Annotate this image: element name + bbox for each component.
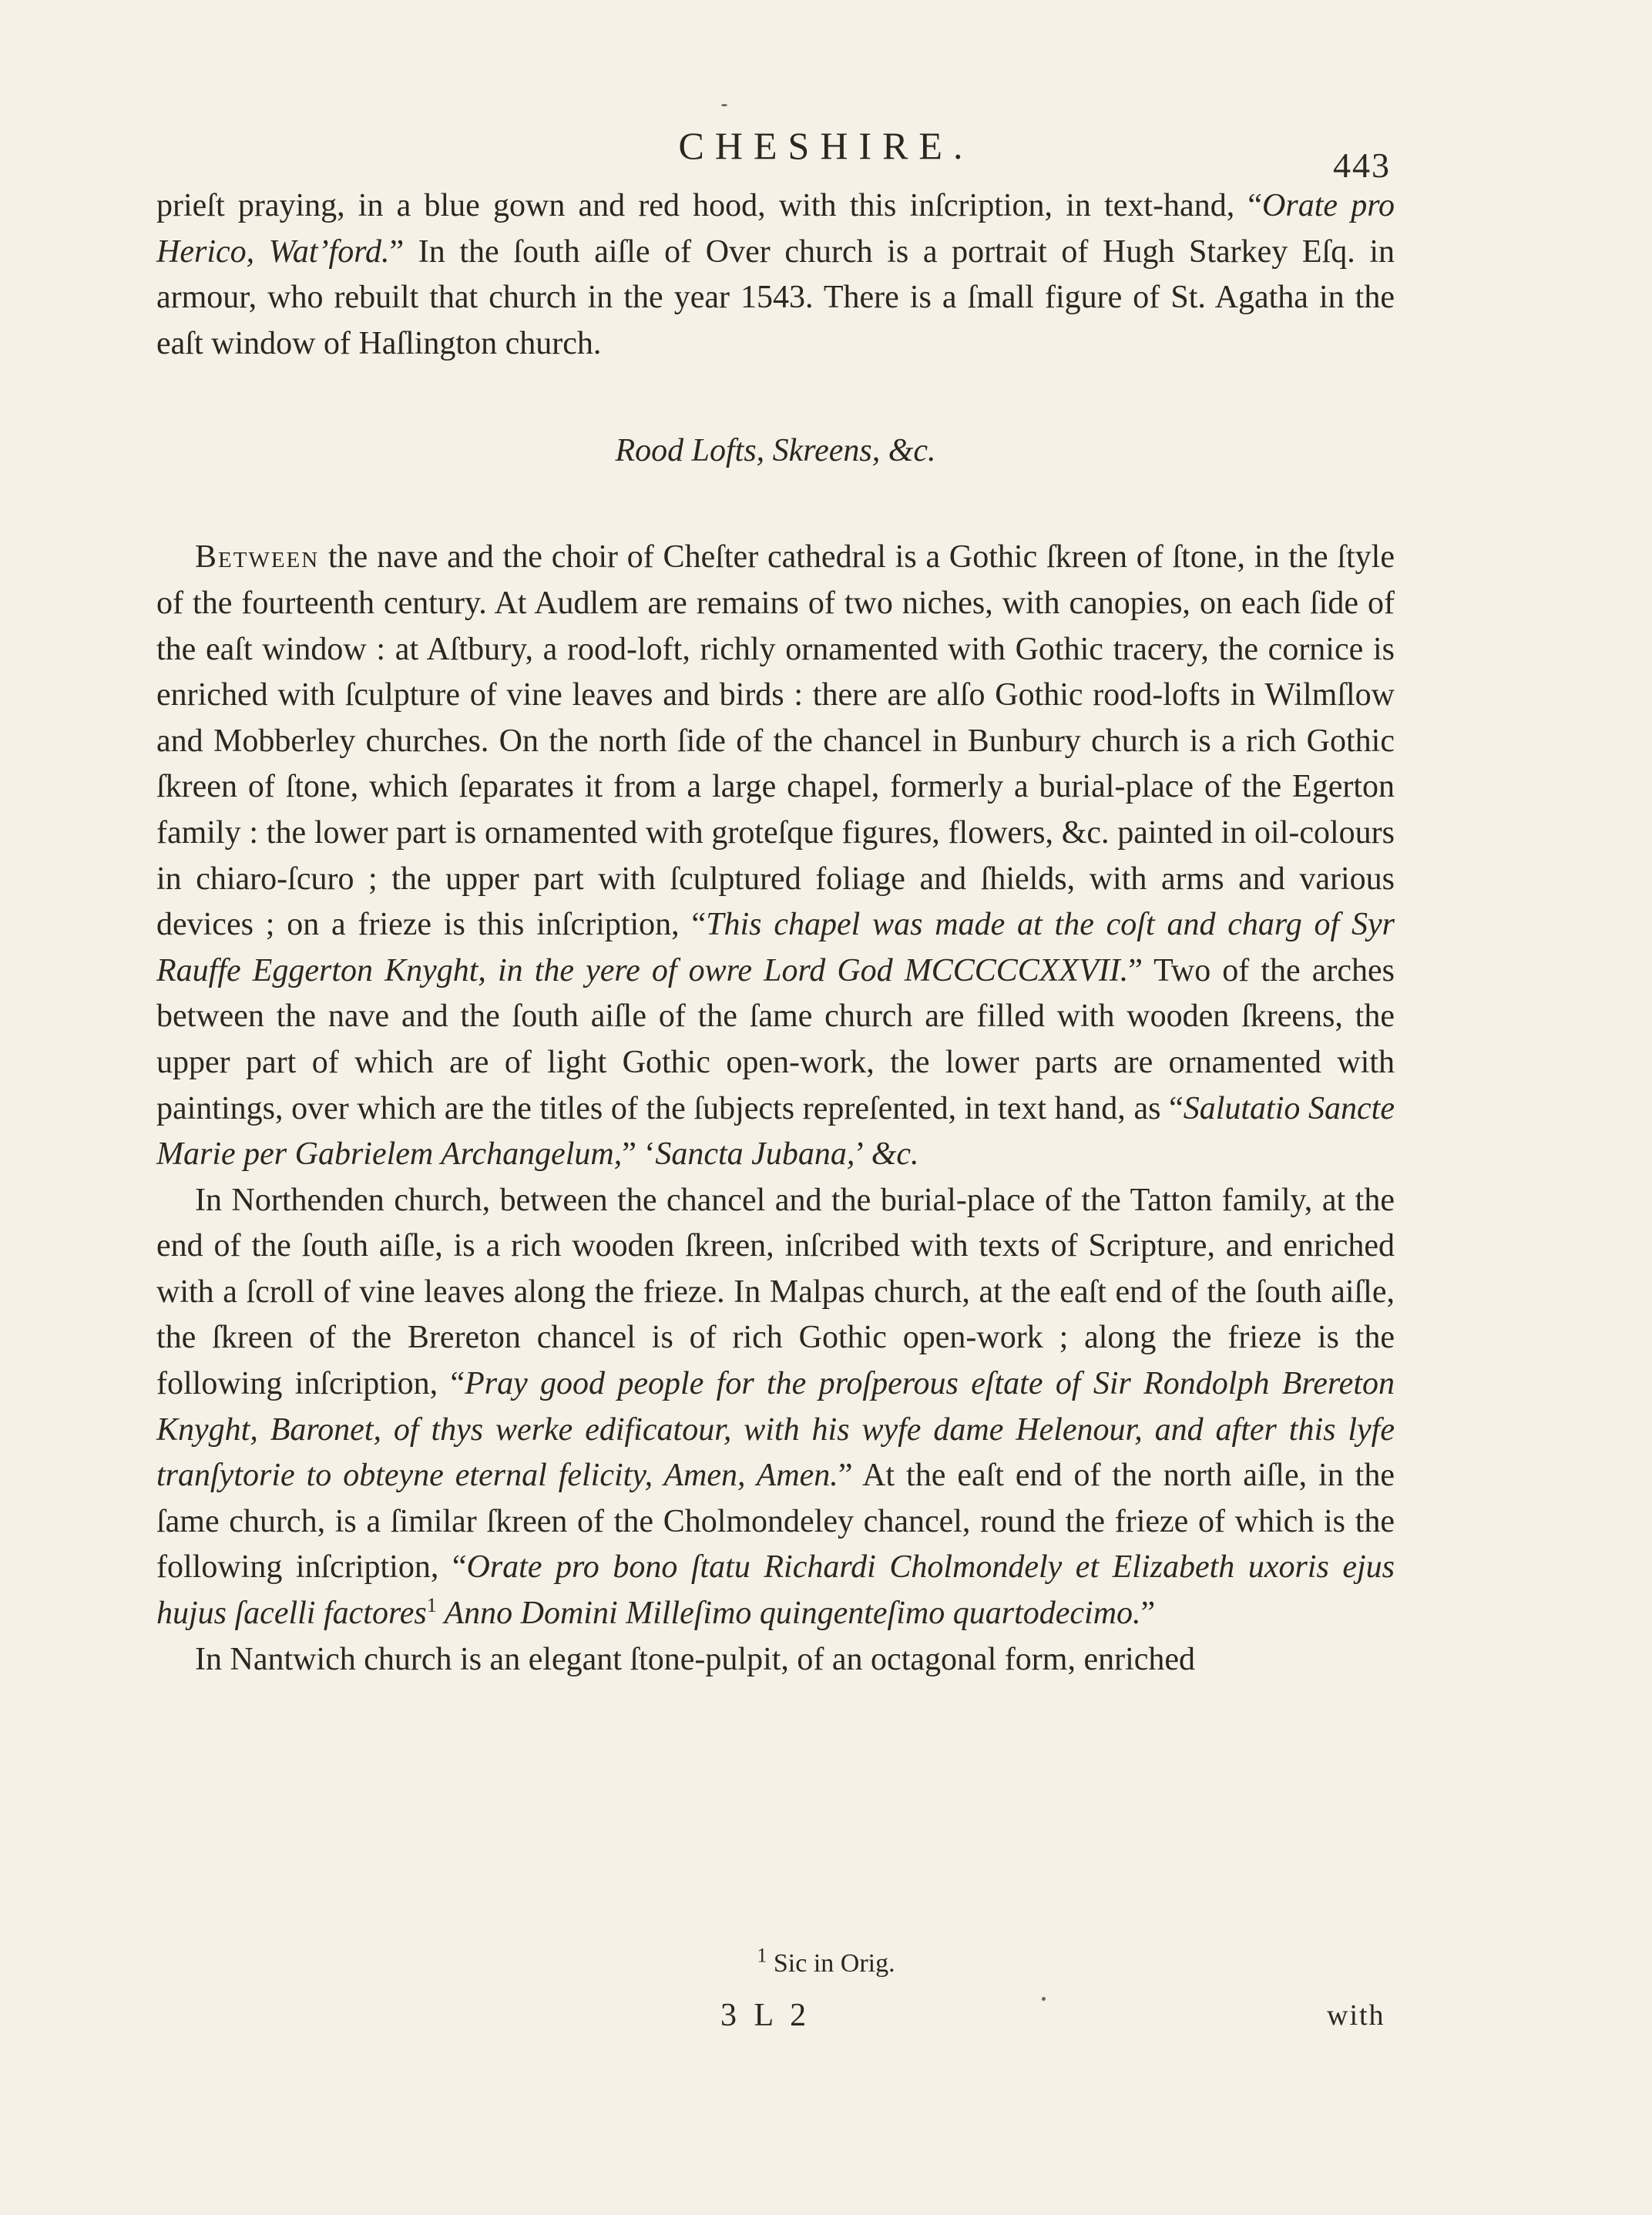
paragraph-northenden	[156, 1178, 1395, 1637]
para2-lead-word: Between	[195, 539, 320, 576]
paragraph-nantwich: In Nantwich church is an elegant ſtone-pulpit, of an octagonal form, enriched	[195, 1641, 1196, 1677]
footnote-mark: 1	[757, 1944, 767, 1967]
para1-inscription: Orate pro Herico, Wat’ford.	[156, 188, 1395, 270]
para2-inscription: This chapel was made at the coſt and charg of Syr Rauffe Eggerton Knyght, in the yere of owre Lord God MCCCCCXXVII.	[156, 907, 1395, 988]
para3-inscription: Pray good people for the proſperous eſtate of Sir Rondolph Brereton Knyght, Baronet, of thys werke edificatour, with his wyfe dame Helenour, and after this lyfe tranſytorie to obteyne eternal felicity, Amen, Amen.	[156, 1366, 1395, 1494]
para2-title-2: Sancta Jubana,	[655, 1136, 855, 1173]
para2-title-1: Salutatio Sancte Marie per Gabrielem Archangelum,	[156, 1090, 1395, 1173]
footnote	[0, 1944, 1652, 1978]
paragraph-continued	[156, 183, 1395, 367]
catchword: with	[1327, 1999, 1385, 2032]
para3-inscription-3: Anno Domini Milleſimo quingenteſimo quartodecimo.	[436, 1596, 1141, 1632]
para2-quote-close: ’	[855, 1136, 871, 1173]
para1-text: prieſt praying, in a blue gown and red hood, with this inſcription, in text-hand, “	[156, 188, 1263, 223]
section-heading: Rood Lofts, Skreens, &c.	[615, 433, 936, 469]
para2-text: the nave and the choir of Cheſter cathedral is a Gothic ſkreen of ſtone, in the ſtyle of the fourteenth century. At Audlem are remains of two niches, with canopies, on each ſide of the eaſt window : at Aſtbury, a rood-loft, richly ornamented with Gothic tracery, the cornice is enriched with ſculpture of vine leaves and birds : there are alſo Gothic rood-lofts in Wilmſlow and Mobberley churches. On the north ſide of the chancel in Bunbury church is a rich Gothic ſkreen of ſtone, which ſeparates it from a large chapel, formerly a burial-place of the Egerton family : the lower part is ornamented with groteſque figures, flowers, &c. painted in oil-colours in chiaro-ſcuro ; the upper part with ſculptured foliage and ſhields, with arms and various devices ; on a frieze is this inſcription, “	[156, 539, 1395, 943]
footnote-text: Sic in Orig.	[773, 1949, 895, 1978]
para3-inscription-2: Orate pro bono ſtatu Richardi Cholmondely et Elizabeth uxoris ejus hujus ſacelli factores	[156, 1549, 1395, 1632]
footnote-reference: 1	[426, 1594, 437, 1617]
printer-speck	[1042, 1997, 1046, 2001]
page-number: 443	[1333, 146, 1391, 185]
para1-text-2: ” In the ſouth aiſle of Over church is a portrait of Hugh Starkey Eſq. in armour, who rebuilt that church in the year 1543. There is a ſmall figure of St. Agatha in the eaſt window of Haſlington church.	[156, 233, 1395, 361]
para3-text: In Northenden church, between the chancel and the burial-place of the Tatton family, at the end of the ſouth aiſle, is a rich wooden ſkreen, inſcribed with texts of Scripture, and enriched with a ſcroll of vine leaves along the frieze. In Malpas church, at the eaſt end of the ſouth aiſle, the ſkreen of the Brereton chancel is of rich Gothic open-work ; along the frieze is the following inſcription, “	[156, 1182, 1395, 1402]
para3-quote-close: ”	[1140, 1596, 1156, 1632]
para2-text-2: ” Two of the arches between the nave and the ſouth aiſle of the ſame church are filled with wooden ſkreens, the upper part of which are of light Gothic open-work, the lower parts are ornamented with paintings, over which are the titles of the ſubjects repreſented, in text hand, as “	[156, 952, 1395, 1126]
para2-quote-sep: ” ‘	[622, 1136, 656, 1173]
para2-etc: &c.	[871, 1136, 919, 1173]
para3-text-2: ” At the eaſt end of the north aiſle, in the ſame church, is a ſimilar ſkreen of the Cholmondeley chancel, round the frieze of which is the following inſcription, “	[156, 1458, 1395, 1586]
running-title: CHESHIRE.	[678, 124, 974, 167]
signature-mark: 3 L 2	[720, 1998, 811, 2033]
paragraph-between	[156, 535, 1395, 1177]
body-text	[156, 183, 1395, 1683]
printer-speck	[721, 104, 727, 106]
